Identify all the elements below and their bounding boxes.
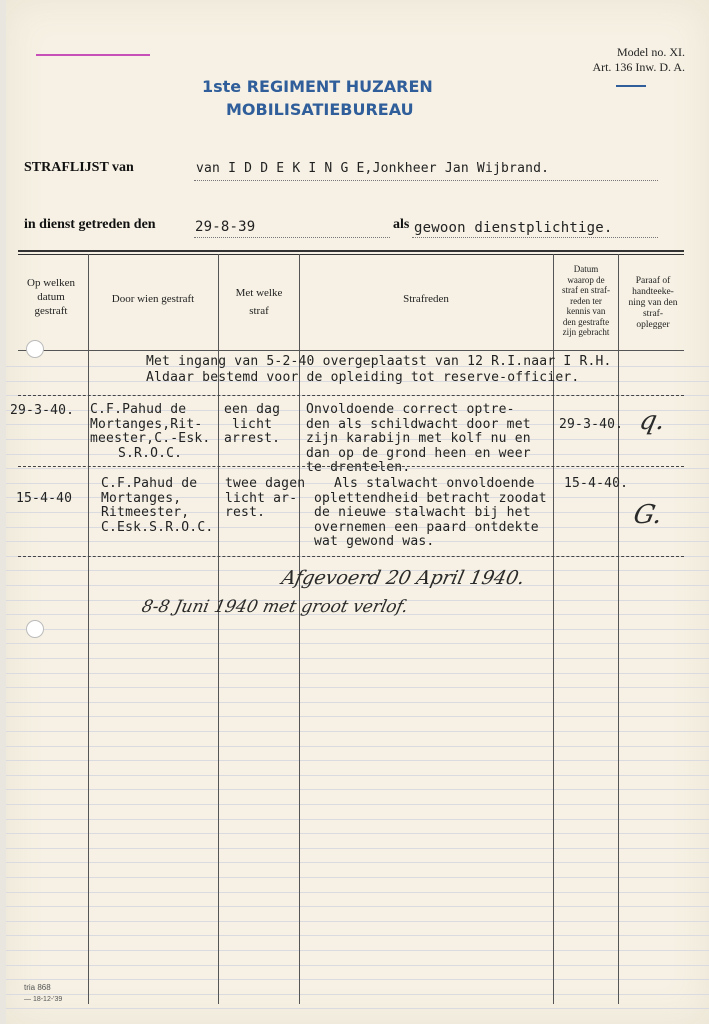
handwritten-leave-note: 8-8 Juni 1940 met groot verlof.	[139, 597, 410, 617]
ruled-line	[6, 950, 709, 951]
col-header-door: Door wien gestraft	[111, 293, 195, 305]
ruled-line	[6, 935, 709, 936]
name-dotted-line	[194, 180, 658, 181]
col-header-kennis	[554, 264, 618, 338]
entry-reason-line: wat gewond was.	[314, 534, 435, 549]
date-dotted-line	[194, 237, 390, 238]
entry-date: 29-3-40.	[10, 403, 75, 418]
row-separator	[18, 395, 684, 396]
entry-by-line: Mortanges,	[101, 490, 182, 506]
col-header-strafreden: Strafreden	[403, 293, 449, 305]
ruled-line	[6, 965, 709, 966]
entry-punished-by	[101, 477, 213, 535]
entry-by-line: C.F.Pahud de	[90, 402, 187, 417]
col-header-kennis-line: kennis van	[566, 306, 606, 316]
ruled-line	[6, 760, 709, 761]
ruled-line	[6, 775, 709, 776]
ruled-line	[6, 994, 709, 995]
col-header-kennis-line: waarop de	[567, 274, 605, 285]
ruled-line	[6, 848, 709, 849]
mobilisatie-stamp: MOBILISATIEBUREAU	[226, 100, 414, 119]
row-separator	[18, 556, 684, 557]
ruled-line	[6, 921, 709, 922]
col-header-datum	[16, 276, 86, 318]
col-header-paraaf-line: ning van den	[628, 298, 678, 308]
col-header-straf-line: straf	[249, 305, 269, 317]
ruled-line	[6, 673, 709, 674]
entry-straf-line: een dag	[224, 402, 281, 417]
als-value: gewoon dienstplichtige.	[414, 220, 613, 236]
column-divider	[618, 254, 619, 1004]
ruled-line	[6, 804, 709, 805]
ruled-line	[6, 892, 709, 893]
model-line-2: Art. 136 Inw. D. A.	[592, 60, 685, 74]
entry-punishment	[224, 403, 280, 447]
entry-by-line: Ritmeester,	[101, 505, 190, 520]
ruled-line	[6, 833, 709, 834]
model-line-1: Model no. XI.	[617, 45, 685, 59]
model-number	[592, 45, 685, 75]
entry-reason-line: dan op de grond heen en weer	[306, 445, 531, 461]
ruled-line	[6, 687, 709, 688]
als-label: als	[393, 217, 410, 232]
ruled-line	[6, 731, 709, 732]
entry-reason-line: Als stalwacht onvoldoende	[334, 476, 535, 491]
als-dotted-line	[412, 237, 658, 238]
punch-hole	[26, 620, 44, 638]
ruled-line	[6, 979, 709, 980]
form-date-code: — 18-12-'39	[24, 996, 63, 1003]
entry-reason-line: te drentelen.	[306, 460, 411, 475]
entry-by-line: S.R.O.C.	[118, 445, 183, 461]
ruled-line	[6, 862, 709, 863]
col-header-paraaf-line: straf-	[642, 309, 664, 319]
entry-reason	[306, 403, 531, 476]
table-top-rule	[18, 250, 684, 252]
entry-date: 15-4-40	[16, 491, 73, 506]
col-header-datum-line: gestraft	[34, 305, 68, 317]
entry-reason-line: zijn karabijn met kolf nu en	[306, 431, 531, 446]
entry-straf-line: arrest.	[224, 431, 281, 446]
col-header-paraaf-line: Paraaf of	[635, 276, 671, 286]
entry-reason-line: oplettendheid betracht zoodat	[314, 490, 547, 506]
stamp-underline	[616, 85, 646, 87]
ruled-line	[6, 629, 709, 630]
entry-straf-line: rest.	[225, 505, 266, 520]
dienst-date: 29-8-39	[195, 219, 256, 235]
punch-hole	[26, 340, 44, 358]
entry-straf-line: licht ar-	[225, 490, 298, 506]
ruled-line	[6, 702, 709, 703]
entry-punished-by	[90, 403, 210, 461]
header-bottom-rule	[18, 350, 684, 351]
col-header-datum-line: Op welken	[27, 277, 75, 289]
soldier-name: van I D D E K I N G E,Jonkheer Jan Wijbrand.	[196, 161, 550, 176]
pink-mark	[36, 54, 150, 56]
entry-initials: G.	[630, 500, 666, 530]
ruled-line	[6, 819, 709, 820]
col-header-paraaf-line: oplegger	[636, 320, 670, 330]
col-header-straf-line: Met welke	[235, 287, 283, 299]
col-header-paraaf-line: handteeke-	[632, 287, 674, 297]
col-header-kennis-line: den gestrafte	[562, 316, 610, 327]
entry-reason-line: Onvoldoende correct optre-	[306, 402, 515, 417]
entry-straf-line: twee dagen	[225, 476, 306, 491]
entry-straf-line: licht	[232, 416, 273, 432]
col-header-paraaf	[619, 276, 687, 331]
handwritten-discharge-note: Afgevoerd 20 April 1940.	[279, 567, 527, 589]
entry-kennis-date: 15-4-40.	[564, 476, 629, 491]
entry-by-line: C.F.Pahud de	[101, 476, 198, 491]
entry-reason	[314, 477, 547, 550]
row-separator	[18, 466, 684, 467]
ruled-line	[6, 716, 709, 717]
entry-punishment	[225, 477, 305, 521]
regiment-stamp: 1ste REGIMENT HUZAREN	[202, 77, 433, 96]
entry-reason-line: de nieuwe stalwacht bij het	[314, 505, 531, 520]
transfer-note-line-2: Aldaar bestemd voor de opleiding tot reserve-officier.	[146, 370, 580, 385]
entry-by-line: meester,C.-Esk.	[90, 431, 211, 446]
straflijst-label: STRAFLIJST van	[24, 160, 134, 175]
transfer-note-line-1: Met ingang van 5-2-40 overgeplaatst van 12 R.I.naar I R.H.	[146, 354, 612, 369]
ruled-line	[6, 877, 709, 878]
col-header-kennis-line: straf en straf-	[562, 285, 610, 295]
ruled-line	[6, 906, 709, 907]
entry-kennis-date: 29-3-40.	[559, 417, 624, 432]
table-top-rule-2	[18, 254, 684, 255]
ruled-line	[6, 1008, 709, 1009]
form-code: tria 868	[24, 983, 51, 992]
ruled-line	[6, 789, 709, 790]
ruled-line	[6, 643, 709, 644]
col-header-kennis-line: zijn gebracht	[562, 327, 610, 337]
column-divider	[88, 254, 89, 1004]
col-header-datum-line: datum	[37, 291, 65, 303]
entry-reason-line: den als schildwacht door met	[306, 416, 531, 432]
col-header-straf	[220, 284, 298, 320]
ruled-line	[6, 658, 709, 659]
entry-initials: q.	[636, 406, 669, 436]
entry-by-line: C.Esk.S.R.O.C.	[101, 519, 214, 535]
ruled-line	[6, 746, 709, 747]
document-page	[6, 0, 709, 1024]
col-header-kennis-line: Datum	[573, 264, 599, 274]
entry-reason-line: overnemen een paard ontdekte	[314, 519, 539, 535]
dienst-label: in dienst getreden den	[24, 217, 156, 232]
entry-by-line: Mortanges,Rit-	[90, 416, 203, 432]
col-header-kennis-line: reden ter	[570, 295, 602, 306]
